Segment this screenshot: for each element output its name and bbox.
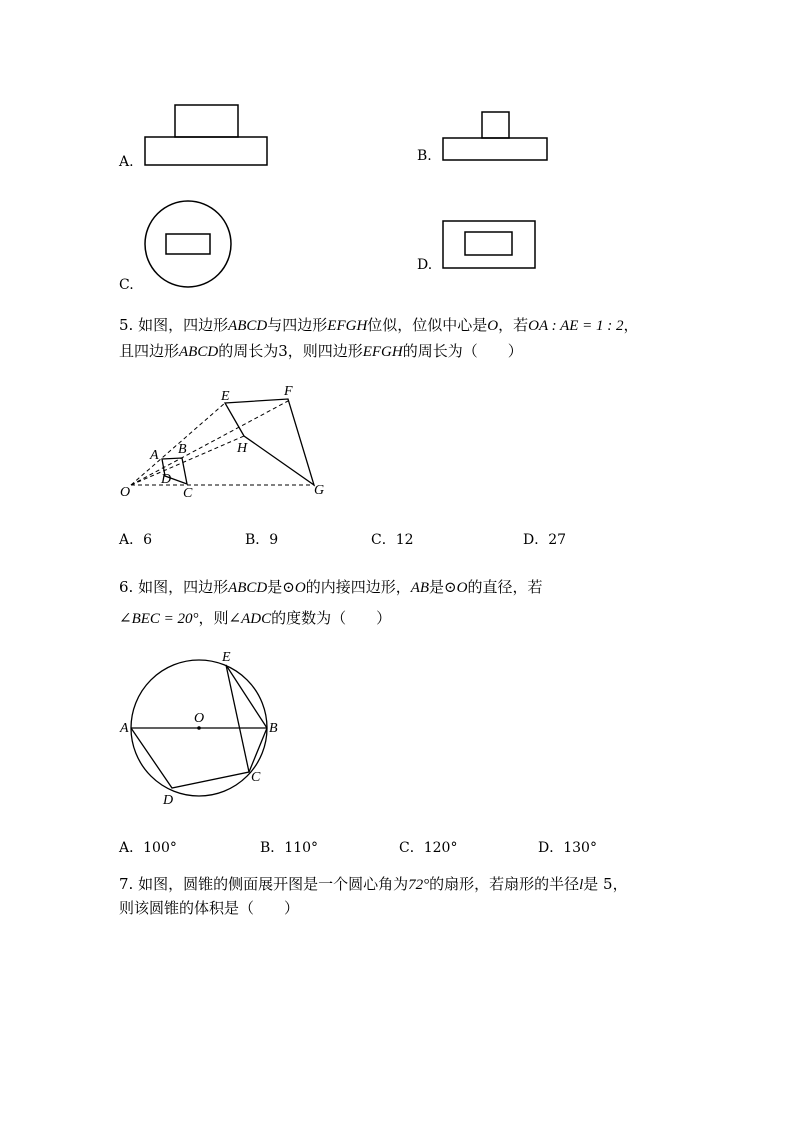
q6-label-e: E [222, 650, 231, 665]
q5-stem-line2: 且四边形ABCD的周长为3，则四边形EFGH的周长为（ ） [119, 342, 523, 360]
q5-label-f: F [284, 384, 293, 399]
q5-choice-d[interactable]: D．27 [523, 532, 567, 548]
q5-label-g: G [314, 483, 325, 498]
q6-choice-b[interactable]: B．110° [260, 840, 319, 856]
q5-label-c: C [183, 486, 193, 501]
q6-stem-line1: 6. 如图，四边形ABCD是⊙O的内接四边形，AB是⊙O的直径，若 [119, 578, 543, 596]
q4-option-d-label: D. [417, 257, 433, 273]
q6-label-c: C [251, 770, 261, 785]
q6-choice-c[interactable]: C．120° [399, 840, 458, 856]
q7-stem-line1: 7. 如图，圆锥的侧面展开图是一个圆心角为72°的扇形，若扇形的半径l是 5， [119, 875, 628, 893]
q5-choice-a[interactable]: A．6 [119, 532, 153, 548]
q6-label-d: D [163, 793, 174, 808]
q5-label-o: O [120, 485, 131, 500]
q5-choice-b[interactable]: B．9 [245, 532, 279, 548]
q7-stem-line2: 则该圆锥的体积是（ ） [119, 899, 300, 917]
q6-label-o: O [194, 711, 205, 726]
q5-label-e: E [221, 389, 230, 404]
q4-option-c-label: C. [119, 277, 134, 293]
q5-label-a: A [150, 448, 159, 463]
q4-option-b-label: B. [417, 148, 432, 164]
q6-choice-d[interactable]: D．130° [538, 840, 597, 856]
q4-option-a-label: A. [119, 154, 134, 170]
q5-choice-c[interactable]: C．12 [371, 532, 414, 548]
q5-label-h: H [237, 441, 248, 456]
q5-label-b: B [178, 442, 187, 457]
q5-label-d: D [161, 472, 172, 487]
q5-stem-line1: 5. 如图，四边形ABCD与四边形EFGH位似，位似中心是O，若OA : AE = 1 : 2， [119, 316, 639, 334]
q6-label-b: B [269, 721, 278, 736]
q6-label-a: A [120, 721, 129, 736]
q6-stem-line2: ∠BEC = 20°，则∠ADC的度数为（ ） [119, 609, 392, 627]
q6-choice-a[interactable]: A．100° [119, 840, 177, 856]
